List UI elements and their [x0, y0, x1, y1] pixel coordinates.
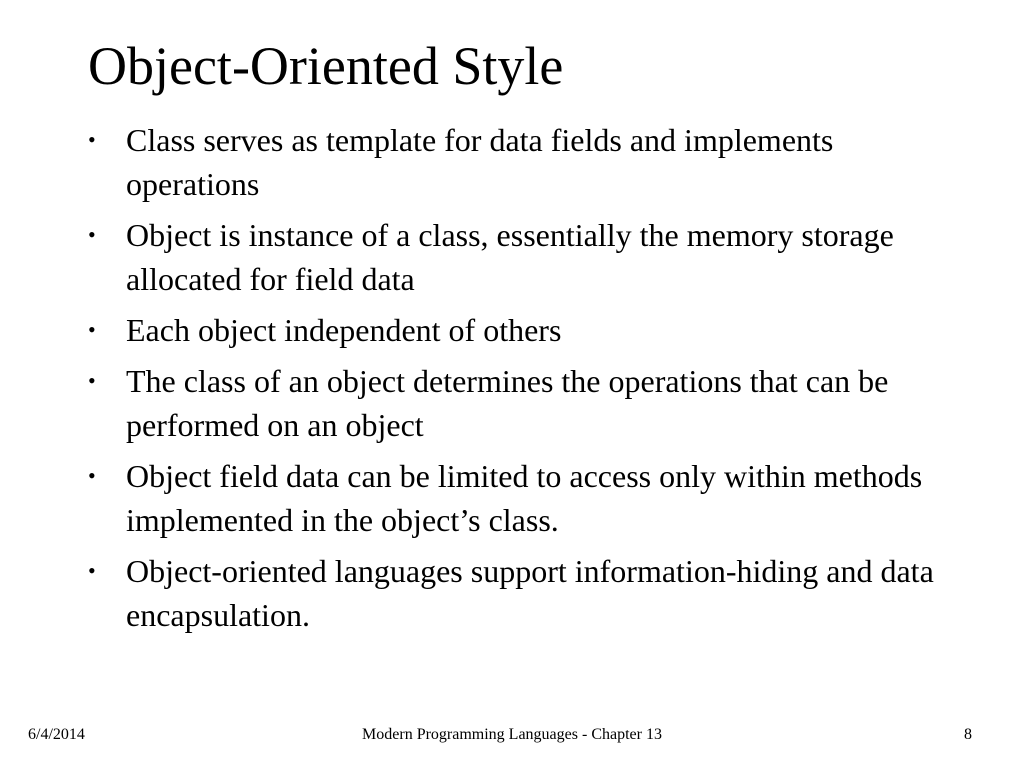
- bullet-item: [88, 308, 968, 352]
- footer-title: Modern Programming Languages - Chapter 13: [362, 726, 662, 743]
- bullet-dot-icon: •: [88, 368, 96, 393]
- page-number: 8: [964, 726, 972, 743]
- bullet-item: [88, 213, 968, 301]
- slide-title: Object-Oriented Style: [88, 36, 564, 96]
- bullet-dot-icon: •: [88, 317, 96, 342]
- bullet-text: The class of an object determines the operations that can be performed on an object: [126, 363, 889, 443]
- bullet-dot-icon: •: [88, 558, 96, 583]
- bullet-text: Object-oriented languages support information-hiding and data encapsulation.: [126, 553, 934, 633]
- bullet-dot-icon: •: [88, 463, 96, 488]
- bullet-item: [88, 454, 968, 542]
- bullet-item: [88, 118, 968, 206]
- bullet-item: [88, 549, 968, 637]
- bullet-dot-icon: •: [88, 127, 96, 152]
- bullet-text: Object field data can be limited to access only within methods implemented in the object’s class.: [126, 458, 923, 538]
- bullet-list: [88, 118, 968, 644]
- bullet-text: Class serves as template for data fields and implements operations: [126, 122, 834, 202]
- bullet-dot-icon: •: [88, 222, 96, 247]
- bullet-item: [88, 359, 968, 447]
- footer-date: 6/4/2014: [28, 726, 85, 743]
- bullet-text: Each object independent of others: [126, 312, 562, 348]
- bullet-text: Object is instance of a class, essentially the memory storage allocated for field data: [126, 217, 894, 297]
